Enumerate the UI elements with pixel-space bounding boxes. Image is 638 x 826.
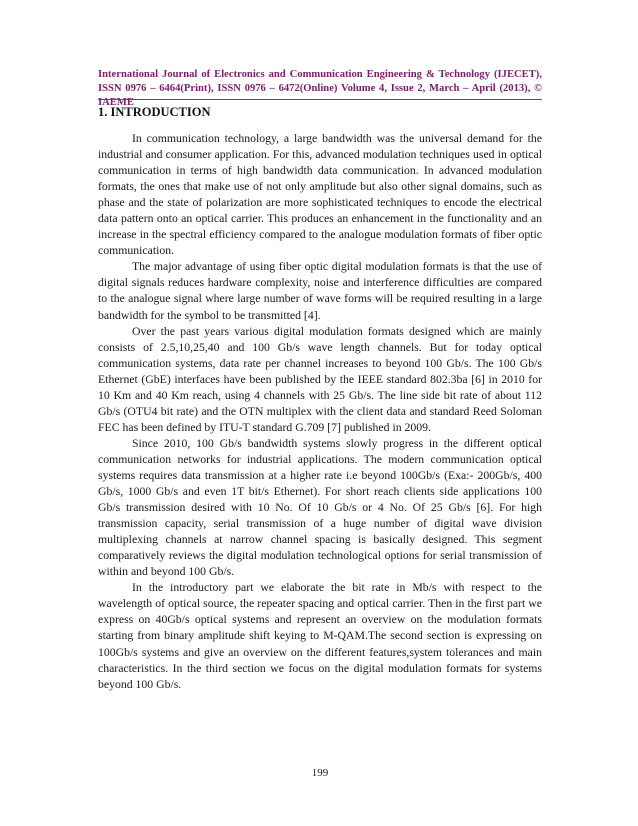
paragraph-4: Since 2010, 100 Gb/s bandwidth systems slowly progress in the different optical communication networks for industrial applications. The modern communication optical systems requires data transmission at a higher rate i.e beyond 100Gb/s (Exa:- 200Gb/s, 400 Gb/s, 1000 Gb/s and even 1T bit/s Ethernet). For short reach clients side applications 100 Gb/s transmission desired with 10 No. Of 10 Gb/s or 4 No. Of 25 Gb/s [6]. For high transmission capacity, serial transmission of a huge number of digital wave division multiplexing channels at narrow channel spacing is basically designed. This segment comparatively reviews the digital modulation technological options for serial transmission of within and beyond 100 Gb/s.: [98, 436, 542, 579]
paragraph-1: In communication technology, a large bandwidth was the universal demand for the industrial and consumer application. For this, advanced modulation techniques used in optical communication in terms of high bandwidth data communication. In advanced modulation formats, the ones that make use of not only amplitude but also other signal domains, such as phase and the state of polarization are more sophisticated techniques to encode the electrical data pattern onto an optical carrier. This produces an enhancement in the functionality and an increase in the spectral efficiency compared to the analogue modulation formats of fiber optic communication.: [98, 132, 542, 258]
paragraph-5: In the introductory part we elaborate the bit rate in Mb/s with respect to the wavelength of optical source, the repeater spacing and optical carrier. Then in the first part we express on 40Gb/s optical systems and represent an overview on the modulation formats starting from binary amplitude shift keying to M-QAM.The second section is expressing on 100Gb/s systems and give an overview on the different features,system tolerances and main characteristics. In the third section we focus on the digital modulation formats for systems beyond 100 Gb/s.: [98, 581, 542, 691]
paragraph-3: Over the past years various digital modulation formats designed which are mainly consists of 2.5,10,25,40 and 100 Gb/s wave length channels. But for today optical communication systems, data rate per channel increases to beyond 100 Gb/s. The 100 Gb/s Ethernet (GbE) interfaces have been published by the IEEE standard 802.3ba [6] in 2010 for 10 Km and 40 Km reach, using 4 channels with 25 Gb/s. The line side bit rate of about 112 Gb/s (OTU4 bit rate) and the OTN multiplex with the client data and standard Reed Soloman FEC has been defined by ITU-T standard G.709 [7] published in 2009.: [98, 324, 542, 434]
paragraph-2: The major advantage of using fiber optic digital modulation formats is that the use of digital signals reduces hardware complexity, noise and interference difficulties are compared to the analogue signal where large number of wave forms will be required resulting in a large bandwidth for the symbol to be transmitted [4].: [98, 260, 542, 322]
introduction-body: [98, 131, 542, 693]
header-divider: [98, 99, 542, 100]
section-heading: 1. INTRODUCTION: [98, 105, 211, 119]
journal-header: International Journal of Electronics and Communication Engineering & Technology (IJECET), ISSN 0976 – 6464(Print), ISSN 0976 – 6472(Online) Volume 4, Issue 2, March – April (2013), © IAEME: [98, 69, 542, 108]
page-number: 199: [311, 767, 329, 779]
